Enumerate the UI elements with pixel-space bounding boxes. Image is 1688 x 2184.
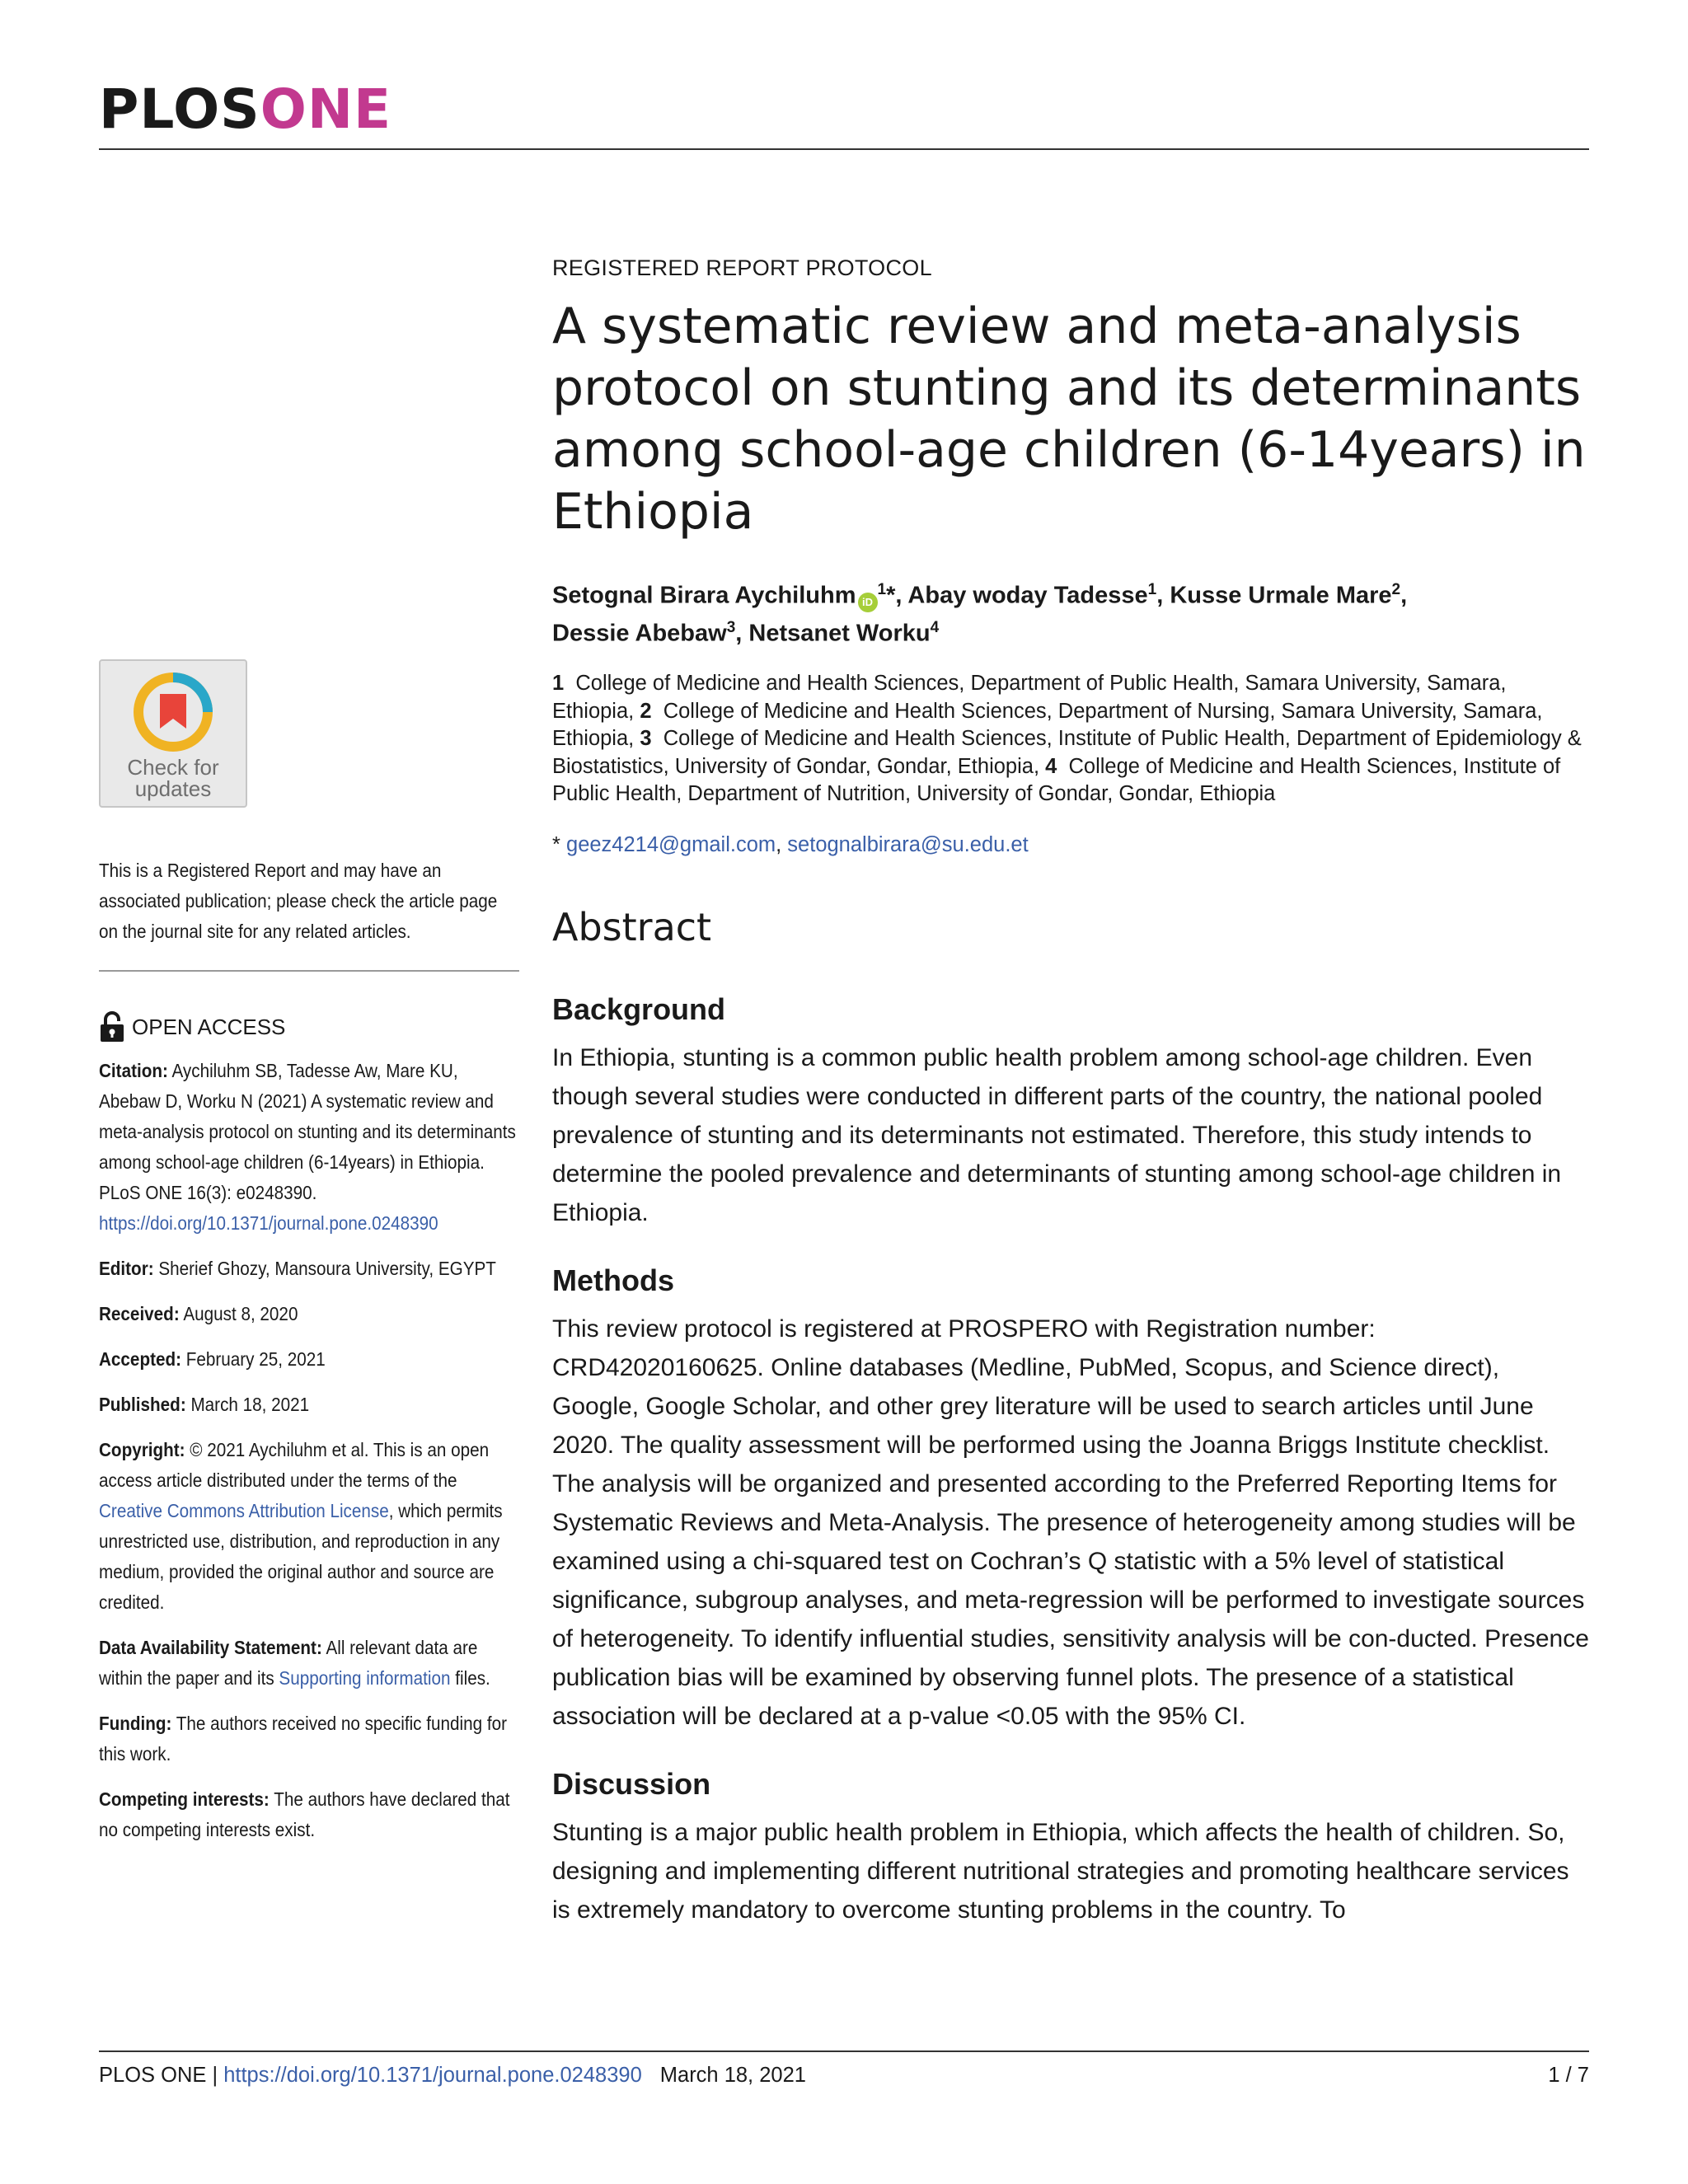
author-name[interactable]: Dessie Abebaw — [552, 620, 727, 647]
author-affil-sup: 2 — [1391, 581, 1401, 598]
corresponding-emails — [552, 833, 1589, 857]
methods-heading: Methods — [552, 1263, 674, 1297]
logo-plos: PLOS — [99, 77, 260, 141]
logo-one: ONE — [260, 77, 392, 141]
affil-text: College of Medicine and Health Sciences, Institute of Public Health, Department of Epidemiology & Biostatistics, University of Gondar, Gondar, Ethiopia, — [552, 727, 1582, 778]
received-date: Received: August 8, 2020 — [99, 1303, 298, 1324]
author-list: Setognal Birara Aychiluhm $iD^1*$, Abay woday Tadesse$^1$, Kusse Urmale Mare$^2$, Dessie Abebaw$^3$, Netsanet Worku$^4$ — [552, 581, 1408, 647]
affil-number: 3 — [640, 727, 652, 751]
copyright: Copyright: © 2021 Aychiluhm et al. This is an open access article distributed under the terms of the Creative Commons Attribution License, which permits unrestricted use, distribution, and reproduction in any medium, provided the original author and source are credited. — [99, 1439, 503, 1613]
citation-doi-link[interactable]: https://doi.org/10.1371/journal.pone.0248390 — [99, 1212, 438, 1234]
footer-journal: PLOS ONE — [99, 2064, 207, 2087]
corresponding-marker: * — [886, 582, 896, 609]
article-type: REGISTERED REPORT PROTOCOL — [552, 255, 932, 280]
competing-interests: Competing interests: The authors have declared that no competing interests exist. — [99, 1788, 510, 1840]
abstract-heading: Abstract — [552, 904, 712, 949]
journal-logo — [99, 77, 392, 141]
funding: Funding: The authors received no specific funding for this work. — [99, 1713, 507, 1765]
orcid-icon[interactable]: iD — [858, 593, 878, 612]
affil-text: College of Medicine and Health Sciences, Department of Public Health, Samara University, Samara, Ethiopia, — [552, 672, 1507, 723]
affil-text: College of Medicine and Health Sciences, Institute of Public Health, Department of Nutrition, University of Gondar, Gondar, Ethiopia — [552, 754, 1561, 806]
footer-divider — [99, 2050, 1589, 2052]
citation: Citation: Aychiluhm SB, Tadesse Aw, Mare KU, Abebaw D, Worku N (2021) A systematic review and meta-analysis protocol on stunting and its determinants among school-age children (6-14years) in Ethiopia. PLoS ONE 16(3): e0248390. https://doi.org/10.1371/journal.pone.0248390 — [99, 1060, 516, 1234]
methods-text: This review protocol is registered at PROSPERO with Registration number: CRD42020160625. Online databases (Medline, PubMed, Scopus, and Science direct), Google, Google Scholar, and other grey literature will be used to search articles until June 2020. The quality assessment will be performed using the Joanna Briggs Institute checklist. The analysis will be organized and presented according to the Preferred Reporting Items for Systematic Reviews and Meta-Analysis. The presence of heterogeneity among studies will be examined using a chi-squared test on Cochran’s Q statistic with a 5% level of statistical significance, subgroup analyses, and meta-regression will be performed to investigate sources of heterogeneity. To identify influential studies, sensitivity analysis will be con-ducted. Presence publication bias will be examined by observing funnel plots. The presence of a statistical association will be declared at a p-value <0.05 with the 95% CI. — [552, 1315, 1589, 1730]
open-lock-icon — [99, 1011, 125, 1043]
background-text: In Ethiopia, stunting is a common public health problem among school-age children. Even though several studies were conducted in different parts of the country, the national pooled prevalence of stunting and its determinants not estimated. Therefore, this study intends to determine the pooled prevalence and determinants of stunting among school-age children in Ethiopia. — [552, 1043, 1562, 1226]
editor: Editor: Sherief Ghozy, Mansoura University, EGYPT — [99, 1258, 496, 1279]
discussion-text: Stunting is a major public health problem in Ethiopia, which affects the health of children. So, designing and implementing different nutritional strategies and promoting healthcare services is extremely mandatory to overcome stunting problems in the country. To — [552, 1818, 1569, 1924]
article-metadata — [99, 1056, 519, 1845]
open-access-text: OPEN ACCESS — [132, 1014, 286, 1039]
background-heading: Background — [552, 991, 726, 1026]
main-column — [552, 255, 1589, 1961]
header-divider — [99, 148, 1589, 150]
registered-report-note: This is a Registered Report and may have an associated publication; please check the article page on the journal site for any related articles. — [99, 860, 498, 942]
footer-separator: | — [206, 2064, 224, 2087]
email-link-2[interactable]: setognalbirara@su.edu.et — [787, 832, 1029, 856]
author-affil-sup: 1 — [1147, 581, 1157, 598]
page-number: 1 / 7 — [1548, 2064, 1589, 2087]
check-for-updates-label: Check for updates — [127, 755, 219, 801]
affil-text: College of Medicine and Health Sciences, Department of Nursing, Samara University, Samara, Ethiopia, — [552, 699, 1543, 751]
footer-date: March 18, 2021 — [659, 2064, 806, 2087]
author-affil-sup: 1 — [877, 581, 887, 598]
author-affil-sup: 4 — [930, 618, 940, 636]
discussion-heading: Discussion — [552, 1766, 711, 1801]
open-access-label — [99, 1011, 519, 1043]
sidebar-divider — [99, 970, 519, 972]
email-link-1[interactable]: geez4214@gmail.com — [566, 832, 776, 856]
affil-number: 4 — [1045, 754, 1057, 778]
affiliations — [552, 670, 1589, 808]
affil-number: 2 — [640, 699, 652, 723]
check-for-updates-icon — [132, 671, 214, 753]
author-name[interactable]: Netsanet Worku — [748, 620, 931, 647]
email-prefix: * — [552, 832, 567, 856]
published-date: Published: March 18, 2021 — [99, 1394, 310, 1415]
supporting-info-link[interactable]: Supporting information — [279, 1667, 451, 1689]
author-affil-sup: 3 — [726, 618, 736, 636]
email-separator: , — [776, 832, 788, 856]
affil-number: 1 — [552, 672, 565, 696]
sidebar — [99, 659, 519, 1845]
accepted-date: Accepted: February 25, 2021 — [99, 1348, 326, 1370]
footer-doi-link[interactable]: https://doi.org/10.1371/journal.pone.0248390 — [223, 2064, 642, 2087]
license-link[interactable]: Creative Commons Attribution License — [99, 1500, 389, 1521]
data-availability: Data Availability Statement: All relevant data are within the paper and its Supporting information files. — [99, 1637, 490, 1689]
article-title: A systematic review and meta-analysis protocol on stunting and its determinants among school-age children (6-14years) in Ethiopia — [552, 298, 1586, 541]
author-name[interactable]: Setognal Birara Aychiluhm — [552, 582, 856, 609]
author-name[interactable]: Abay woday Tadesse — [907, 582, 1148, 609]
author-name[interactable]: Kusse Urmale Mare — [1170, 582, 1392, 609]
check-for-updates-badge[interactable] — [99, 659, 247, 808]
